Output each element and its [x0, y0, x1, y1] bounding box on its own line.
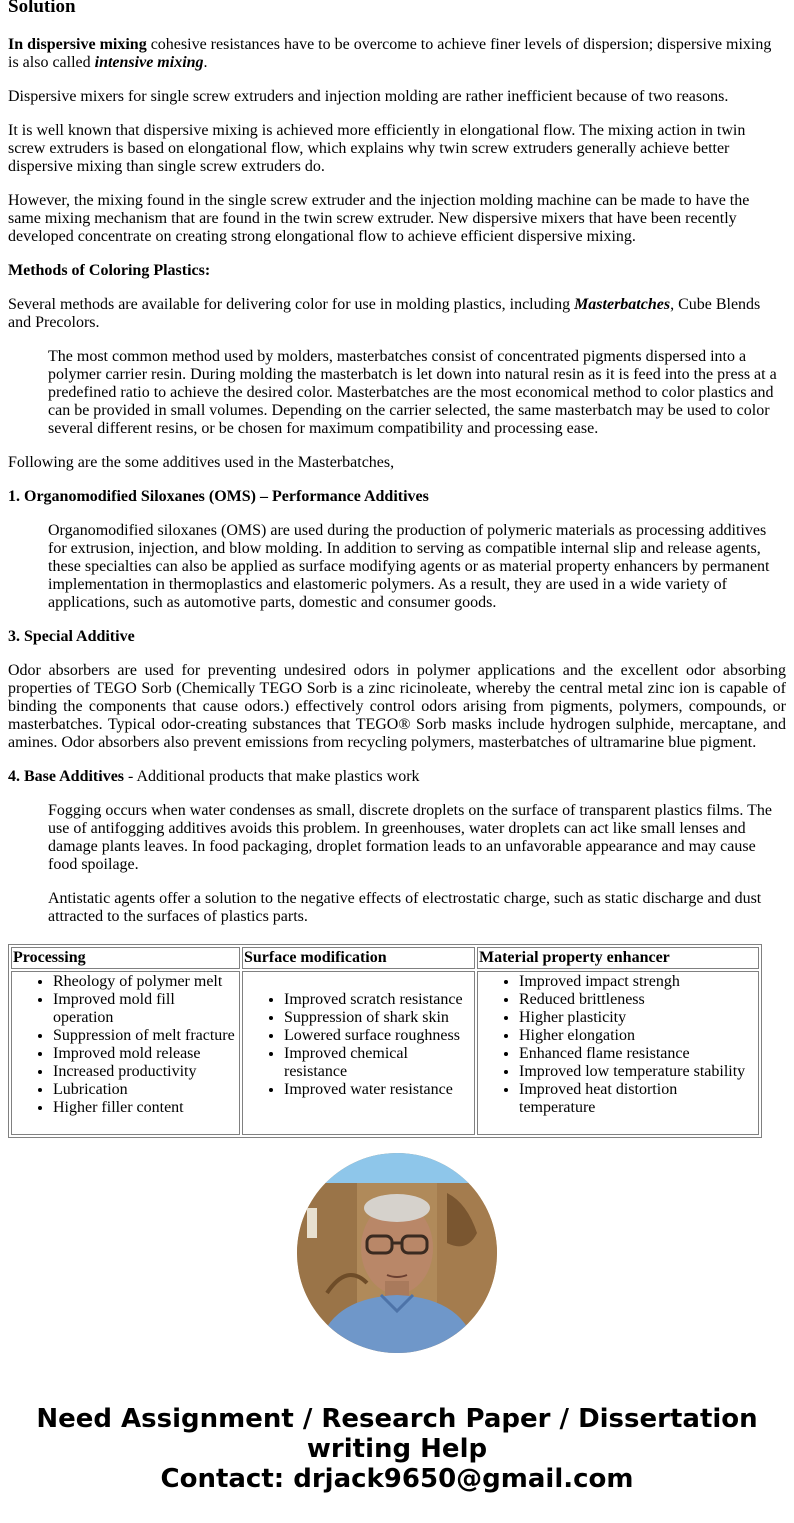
- table-header: Material property enhancer: [477, 947, 759, 969]
- list-item: • Reduced brittleness: [519, 991, 757, 1009]
- list-item: • Enhanced flame resistance: [519, 1045, 757, 1063]
- list-item: • Improved low temperature stability: [519, 1063, 757, 1081]
- list-item: • Suppression of shark skin: [284, 1009, 473, 1027]
- document-body: [8, 0, 786, 1138]
- processing-list: [13, 973, 238, 1117]
- special-paragraph: Odor absorbers are used for preventing undesired odors in polymer applications and the excellent odor absorbing properties of TEGO Sorb (Chemically TEGO Sorb is a zinc ricinoleate, whereby the central metal zinc ion is capable of binding the components that cause odors.) effectively control odors arising from pigments, polymers, compounds, or masterbatches. Typical odor-creating substances that TEGO® Sorb masks include hydrogen sulphide, mercaptane, and amines. Odor absorbers also prevent emissions from recycling polymers, masterbatches of ultramarine blue pigment.: [8, 662, 786, 751]
- surface-list: [244, 991, 473, 1099]
- material-list: [479, 973, 757, 1117]
- intro-emphasis: intensive mixing: [94, 54, 204, 71]
- fogging-quote: Fogging occurs when water condenses as small, discrete droplets on the surface of transparent plastics films. The use of antifogging additives avoids this problem. In greenhouses, water droplets can act like small lenses and damage plants leaves. In food packaging, droplet formation leads to an unfavorable appearance and may cause food spoilage.: [48, 802, 772, 873]
- list-item: • Improved heat distortion temperature: [519, 1081, 757, 1117]
- paragraph: However, the mixing found in the single screw extruder and the injection molding machine can be made to have the same mixing mechanism that are found in the twin screw extruder. New dispersive mixers that have been recently developed concentrate on creating strong elongational flow to achieve efficient dispersive mixing.: [8, 192, 750, 245]
- section-heading-methods: Methods of Coloring Plastics:: [8, 262, 211, 279]
- list-item: • Increased productivity: [53, 1063, 238, 1081]
- table-header: Processing: [11, 947, 240, 969]
- section-heading-base: 4. Base Additives - Additional products that make plastics work: [8, 768, 420, 785]
- list-item: • Improved scratch resistance: [284, 991, 473, 1009]
- intro-paragraph: In dispersive mixing cohesive resistances have to be overcome to achieve finer levels of dispersion; dispersive mixing is also called intensive mixing.: [8, 36, 772, 71]
- page-title: Solution: [8, 0, 76, 17]
- list-item: • Improved water resistance: [284, 1081, 473, 1099]
- table-cell: [242, 971, 475, 1135]
- list-item: • Lowered surface roughness: [284, 1027, 473, 1045]
- list-item: • Lubrication: [53, 1081, 238, 1099]
- oms-quote: Organomodified siloxanes (OMS) are used during the production of polymeric materials as processing additives for extrusion, injection, and blow molding. In addition to serving as compatible internal slip and release agents, these specialties can also be applied as surface modifying agents or as material property enhancers by permanent implementation in thermoplastics and elastomeric polymers. As a result, they are used in a wide variety of applications, such as automotive parts, domestic and consumer goods.: [48, 522, 770, 611]
- additives-intro: Following are the some additives used in the Masterbatches,: [8, 454, 395, 471]
- list-item: • Higher plasticity: [519, 1009, 757, 1027]
- intro-term: In dispersive mixing: [8, 36, 147, 53]
- list-item: • Improved mold release: [53, 1045, 238, 1063]
- section-heading-special: 3. Special Additive: [8, 628, 135, 645]
- table-cell: [477, 971, 759, 1135]
- author-portrait: [297, 1153, 497, 1353]
- list-item: • Improved mold fill operation: [53, 991, 238, 1027]
- section-heading-oms: 1. Organomodified Siloxanes (OMS) – Performance Additives: [8, 488, 429, 505]
- list-item: • Higher elongation: [519, 1027, 757, 1045]
- promo-contact: Contact: drjack9650@gmail.com: [160, 1464, 634, 1494]
- table-header: Surface modification: [242, 947, 475, 969]
- paragraph: Dispersive mixers for single screw extruders and injection molding are rather inefficient because of two reasons.: [8, 88, 729, 105]
- avatar: [297, 1153, 497, 1353]
- promo-line: Need Assignment / Research Paper / Dissertation: [36, 1404, 758, 1434]
- list-item: • Improved chemical resistance: [284, 1045, 473, 1081]
- antistatic-quote: Antistatic agents offer a solution to the negative effects of electrostatic charge, such as static discharge and dust attracted to the surfaces of plastics parts.: [48, 890, 762, 925]
- additives-table: [8, 944, 762, 1138]
- table-cell: [11, 971, 240, 1135]
- promo-banner: [0, 1404, 794, 1494]
- masterbatch-quote: The most common method used by molders, masterbatches consist of concentrated pigments dispersed into a polymer carrier resin. During molding the masterbatch is let down into natural resin as it is feed into the press at a predefined ratio to achieve the desired color. Masterbatches are the most economical method to color plastics and can be provided in small volumes. Depending on the carrier selected, the same masterbatch may be used to color several different resins, or be chosen for maximum compatibility and processing ease.: [48, 348, 777, 437]
- promo-line: writing Help: [306, 1434, 488, 1464]
- paragraph: It is well known that dispersive mixing is achieved more efficiently in elongational flow. The mixing action in twin screw extruders is based on elongational flow, which explains why twin screw extruders generally achieve better dispersive mixing than single screw extruders do.: [8, 122, 746, 175]
- list-item: • Higher filler content: [53, 1099, 238, 1117]
- list-item: • Rheology of polymer melt: [53, 973, 238, 991]
- list-item: • Suppression of melt fracture: [53, 1027, 238, 1045]
- methods-lead: Several methods are available for delivering color for use in molding plastics, including Masterbatches, Cube Blends and Precolors.: [8, 296, 761, 331]
- list-item: • Improved impact strengh: [519, 973, 757, 991]
